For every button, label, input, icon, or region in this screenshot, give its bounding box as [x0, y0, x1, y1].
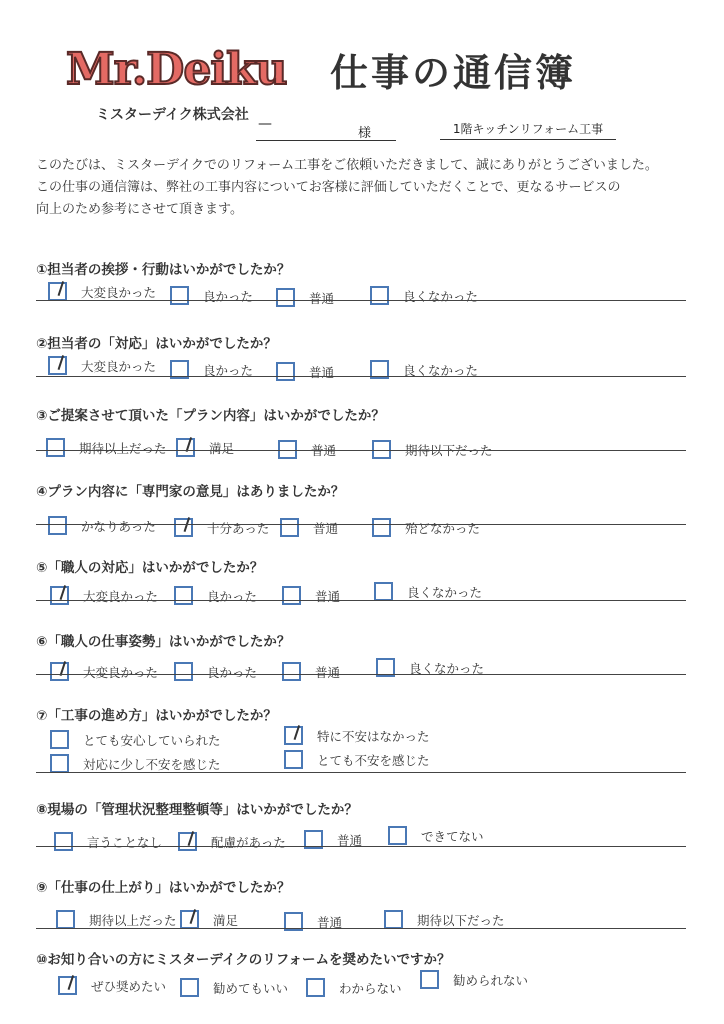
option-label: 大変良かった: [83, 664, 159, 680]
option-label: 十分あった: [207, 520, 270, 536]
answer-option[interactable]: [276, 288, 334, 307]
honorific: 様: [358, 126, 372, 141]
answer-option[interactable]: [174, 518, 269, 537]
option-label: 良かった: [207, 588, 258, 604]
checkbox[interactable]: [370, 286, 389, 305]
answer-option[interactable]: [50, 662, 158, 681]
intro-text: [36, 155, 676, 221]
answer-option[interactable]: [48, 282, 156, 301]
checked-checkbox[interactable]: [48, 356, 67, 375]
option-label: ぜひ奨めたい: [91, 978, 167, 994]
checkbox[interactable]: [374, 582, 393, 601]
checked-checkbox[interactable]: [180, 910, 199, 929]
checkbox[interactable]: [56, 910, 75, 929]
customer-name-line: [256, 120, 396, 141]
question-divider: [36, 600, 686, 601]
question-title: ⑥「職人の仕事姿勢」はいかがでしたか？: [36, 634, 291, 650]
option-label: 良くなかった: [407, 584, 483, 600]
checkbox[interactable]: [46, 438, 65, 457]
checkbox[interactable]: [282, 662, 301, 681]
question-title: ④プラン内容に「専門家の意見」はありましたか？: [36, 484, 345, 500]
answer-option[interactable]: [56, 910, 177, 929]
question-divider: [36, 846, 686, 847]
checked-checkbox[interactable]: [174, 518, 193, 537]
question-2: [36, 332, 686, 380]
checked-checkbox[interactable]: [284, 726, 303, 745]
document-title: 仕事の通信簿: [330, 51, 577, 95]
checked-checkbox[interactable]: [50, 586, 69, 605]
option-label: とても不安を感じた: [317, 752, 430, 768]
answer-option[interactable]: [276, 362, 334, 381]
option-label: 満足: [209, 440, 235, 456]
option-label: 普通: [317, 914, 343, 930]
checked-checkbox[interactable]: [58, 976, 77, 995]
answer-option[interactable]: [48, 516, 156, 535]
intro-line: 向上のため参考にさせて頂きます。: [36, 202, 243, 217]
option-label: 殆どなかった: [405, 520, 481, 536]
question-divider: [36, 450, 686, 451]
answer-option[interactable]: [174, 586, 257, 605]
option-label: 期待以下だった: [417, 912, 505, 928]
option-label: 普通: [315, 588, 341, 604]
option-label: 良くなかった: [409, 660, 485, 676]
checkbox[interactable]: [174, 662, 193, 681]
question-title: ⑦「工事の進め方」はいかがでしたか？: [36, 708, 277, 724]
question-title: ⑨「仕事の仕上がり」はいかがでしたか？: [36, 880, 291, 896]
question-8: [36, 798, 686, 850]
checkbox[interactable]: [306, 978, 325, 997]
option-label: 配慮があった: [211, 834, 286, 850]
answer-option[interactable]: [372, 518, 480, 537]
answer-option[interactable]: [306, 978, 402, 997]
checkbox[interactable]: [174, 586, 193, 605]
answer-option[interactable]: [420, 970, 528, 989]
answer-option[interactable]: [174, 662, 257, 681]
option-label: 良かった: [203, 362, 254, 378]
checkbox[interactable]: [276, 362, 295, 381]
answer-option[interactable]: [48, 356, 156, 375]
checkbox[interactable]: [48, 516, 67, 535]
option-label: 良かった: [203, 288, 254, 304]
option-label: 良くなかった: [403, 288, 479, 304]
option-label: 期待以下だった: [405, 442, 493, 458]
question-title: ②担当者の「対応」はいかがでしたか？: [36, 336, 277, 352]
answer-option[interactable]: [284, 726, 430, 745]
intro-line: このたびは、ミスターデイクでのリフォーム工事をご依頼いただきまして、誠にありがとうございました。: [36, 158, 658, 173]
option-label: 対応に少し不安を感じた: [83, 756, 221, 772]
answer-option[interactable]: [388, 826, 484, 845]
checkbox[interactable]: [50, 730, 69, 749]
option-label: 良くなかった: [403, 362, 479, 378]
answer-option[interactable]: [50, 754, 221, 773]
intro-line: この仕事の通信簿は、弊社の工事内容についてお客様に評価していただくことで、更なるサービスの: [36, 180, 621, 195]
question-5: [36, 556, 686, 604]
project-name: 1階キッチンリフォーム工事: [440, 120, 616, 140]
checked-checkbox[interactable]: [178, 832, 197, 851]
option-label: わからない: [339, 980, 402, 996]
option-label: かなりあった: [81, 518, 156, 534]
question-title: ⑩お知り合いの方にミスターデイクのリフォームを奨めたいですか？: [36, 952, 451, 968]
answer-option[interactable]: [176, 438, 234, 457]
checkbox[interactable]: [54, 832, 73, 851]
option-label: 勧められない: [453, 972, 529, 988]
question-divider: [36, 928, 686, 929]
answer-option[interactable]: [178, 832, 286, 851]
answer-option[interactable]: [282, 662, 340, 681]
company-logo: Mr.Deiku: [66, 44, 287, 95]
option-label: 普通: [309, 290, 335, 306]
option-label: 期待以上だった: [89, 912, 177, 928]
checkbox[interactable]: [282, 586, 301, 605]
checkbox[interactable]: [276, 288, 295, 307]
option-label: 大変良かった: [83, 588, 159, 604]
question-divider: [36, 376, 686, 377]
option-label: 普通: [337, 832, 363, 848]
answer-option[interactable]: [370, 286, 478, 305]
option-label: 特に不安はなかった: [317, 728, 430, 744]
question-7: [36, 704, 686, 772]
question-3: [36, 404, 686, 458]
answer-option[interactable]: [50, 586, 158, 605]
answer-option[interactable]: [50, 730, 221, 749]
checkbox[interactable]: [284, 750, 303, 769]
answer-option[interactable]: [180, 978, 288, 997]
checkbox[interactable]: [280, 518, 299, 537]
option-label: とても安心していられた: [83, 732, 221, 748]
answer-option[interactable]: [384, 910, 505, 929]
option-label: 大変良かった: [81, 284, 157, 300]
question-9: [36, 876, 686, 930]
option-label: 普通: [313, 520, 339, 536]
question-divider: [36, 524, 686, 525]
question-title: ①担当者の挨拶・行動はいかがでしたか？: [36, 262, 291, 278]
answer-option[interactable]: [46, 438, 167, 457]
option-label: 大変良かった: [81, 358, 157, 374]
question-divider: [36, 300, 686, 301]
checked-checkbox[interactable]: [50, 662, 69, 681]
question-title: ⑤「職人の対応」はいかがでしたか？: [36, 560, 264, 576]
answer-option[interactable]: [374, 582, 482, 601]
option-label: 期待以上だった: [79, 440, 167, 456]
question-10: [36, 948, 686, 996]
company-name: ミスターデイク株式会社: [96, 107, 249, 123]
option-label: 勧めてもいい: [213, 980, 289, 996]
question-title: ③ご提案させて頂いた「プラン内容」はいかがでしたか？: [36, 408, 385, 424]
answer-option[interactable]: [280, 518, 338, 537]
option-label: 満足: [213, 912, 239, 928]
option-label: できてない: [421, 828, 484, 844]
option-label: 普通: [315, 664, 341, 680]
checkbox[interactable]: [384, 910, 403, 929]
checkbox[interactable]: [388, 826, 407, 845]
answer-option[interactable]: [58, 976, 166, 995]
option-label: 言うことなし: [87, 834, 163, 850]
option-label: 良かった: [207, 664, 258, 680]
answer-option[interactable]: [170, 286, 253, 305]
checked-checkbox[interactable]: [176, 438, 195, 457]
answer-option[interactable]: [284, 750, 430, 769]
checkbox[interactable]: [50, 754, 69, 773]
question-6: [36, 630, 686, 680]
question-divider: [36, 674, 686, 675]
option-label: 普通: [311, 442, 337, 458]
checkbox[interactable]: [180, 978, 199, 997]
question-title: ⑧現場の「管理状況整理整頓等」はいかがでしたか？: [36, 802, 358, 818]
option-label: 普通: [309, 364, 335, 380]
answer-option[interactable]: [180, 910, 238, 929]
checkbox[interactable]: [420, 970, 439, 989]
checkbox[interactable]: [372, 518, 391, 537]
checkbox[interactable]: [170, 286, 189, 305]
question-1: [36, 258, 686, 306]
customer-name-dash: —: [258, 116, 272, 132]
answer-option[interactable]: [282, 586, 340, 605]
answer-option[interactable]: [54, 832, 162, 851]
checked-checkbox[interactable]: [48, 282, 67, 301]
question-divider: [36, 772, 686, 773]
question-4: [36, 480, 686, 536]
